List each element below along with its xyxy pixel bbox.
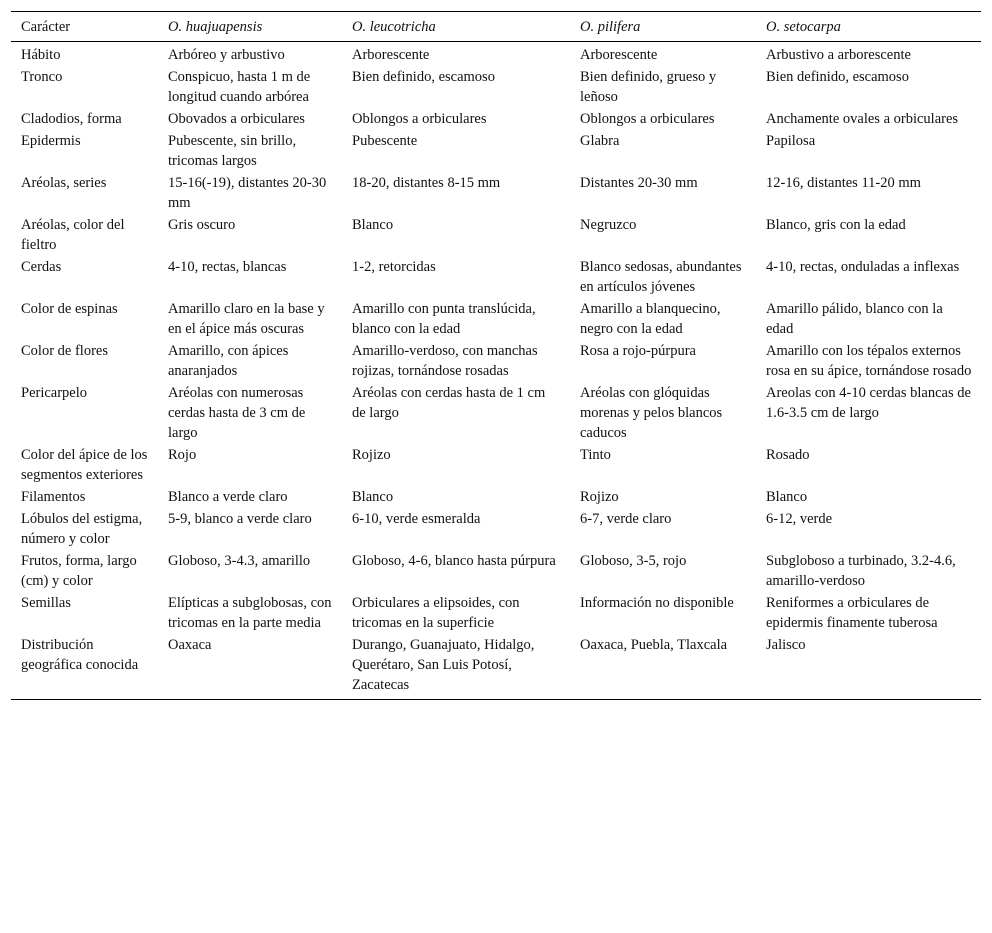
cell-o-setocarpa: Jalisco <box>766 637 806 653</box>
cell-o-huajuapensis: Elípticas a subglobosas, con tricomas en la parte media <box>168 595 332 631</box>
cell-o-huajuapensis: Obovados a orbiculares <box>168 111 305 127</box>
cell-o-setocarpa: Blanco, gris con la edad <box>766 217 906 233</box>
cell-o-pilifera: Arborescente <box>580 47 658 63</box>
table-row <box>11 214 981 256</box>
cell-o-pilifera: Bien definido, grueso y leñoso <box>580 69 717 105</box>
cell-character: Hábito <box>21 47 61 63</box>
cell-o-setocarpa: 4-10, rectas, onduladas a inflexas <box>766 259 960 275</box>
cell-character: Pericarpelo <box>21 385 88 401</box>
table-row <box>11 298 981 340</box>
cell-o-leucotricha: Globoso, 4-6, blanco hasta púrpura <box>352 553 556 569</box>
cell-o-huajuapensis: Amarillo claro en la base y en el ápice más oscuras <box>168 301 325 337</box>
cell-o-pilifera: Aréolas con glóquidas morenas y pelos blancos caducos <box>580 385 723 441</box>
cell-character: Aréolas, series <box>21 175 107 191</box>
cell-o-pilifera: Globoso, 3-5, rojo <box>580 553 687 569</box>
cell-o-leucotricha: Bien definido, escamoso <box>352 69 495 85</box>
cell-o-setocarpa: Anchamente ovales a orbiculares <box>766 111 959 127</box>
cell-character: Distribución geográfica conocida <box>21 637 139 673</box>
cell-character: Lóbulos del estigma, número y color <box>21 511 143 547</box>
cell-o-setocarpa: 6-12, verde <box>766 511 833 527</box>
header-o-pilifera: O. pilifera <box>580 19 641 35</box>
header-o-setocarpa: O. setocarpa <box>766 19 841 35</box>
cell-character: Filamentos <box>21 489 86 505</box>
cell-o-setocarpa: Bien definido, escamoso <box>766 69 909 85</box>
species-comparison-table <box>11 11 981 700</box>
cell-o-huajuapensis: Oaxaca <box>168 637 212 653</box>
cell-o-leucotricha: Amarillo con punta translúcida, blanco con la edad <box>352 301 536 337</box>
cell-o-leucotricha: Orbiculares a elipsoides, con tricomas en la superficie <box>352 595 520 631</box>
cell-o-huajuapensis: Arbóreo y arbustivo <box>168 47 285 63</box>
cell-o-leucotricha: Durango, Guanajuato, Hidalgo, Querétaro, San Luis Potosí, Zacatecas <box>352 637 535 693</box>
table-row <box>11 108 981 130</box>
header-o-huajuapensis: O. huajuapensis <box>168 19 263 35</box>
table-row <box>11 508 981 550</box>
cell-o-pilifera: Glabra <box>580 133 620 149</box>
cell-o-huajuapensis: 4-10, rectas, blancas <box>168 259 287 275</box>
cell-o-huajuapensis: 5-9, blanco a verde claro <box>168 511 312 527</box>
cell-o-huajuapensis: 15-16(-19), distantes 20-30 mm <box>168 175 327 211</box>
cell-character: Frutos, forma, largo (cm) y color <box>21 553 137 589</box>
table-row <box>11 130 981 172</box>
cell-o-leucotricha: Amarillo-verdoso, con manchas rojizas, tornándose rosadas <box>352 343 538 379</box>
cell-o-huajuapensis: Amarillo, con ápices anaranjados <box>168 343 289 379</box>
cell-o-huajuapensis: Pubescente, sin brillo, tricomas largos <box>168 133 297 169</box>
table-row <box>11 66 981 108</box>
cell-o-leucotricha: 18-20, distantes 8-15 mm <box>352 175 501 191</box>
table-row <box>11 382 981 444</box>
cell-character: Semillas <box>21 595 71 611</box>
table-row <box>11 256 981 298</box>
cell-o-pilifera: Rosa a rojo-púrpura <box>580 343 696 359</box>
cell-o-pilifera: Blanco sedosas, abundantes en artículos jóvenes <box>580 259 742 295</box>
table-header <box>11 12 981 42</box>
cell-o-setocarpa: Subgloboso a turbinado, 3.2-4.6, amarillo-verdoso <box>766 553 956 589</box>
cell-o-pilifera: Oaxaca, Puebla, Tlaxcala <box>580 637 728 653</box>
cell-o-huajuapensis: Gris oscuro <box>168 217 236 233</box>
cell-o-pilifera: Amarillo a blanquecino, negro con la edad <box>580 301 721 337</box>
cell-o-leucotricha: 6-10, verde esmeralda <box>352 511 481 527</box>
cell-o-leucotricha: Oblongos a orbiculares <box>352 111 487 127</box>
cell-o-huajuapensis: Conspicuo, hasta 1 m de longitud cuando arbórea <box>168 69 311 105</box>
cell-character: Tronco <box>21 69 63 85</box>
cell-o-huajuapensis: Globoso, 3-4.3, amarillo <box>168 553 311 569</box>
cell-o-pilifera: Distantes 20-30 mm <box>580 175 698 191</box>
cell-o-huajuapensis: Blanco a verde claro <box>168 489 288 505</box>
cell-o-huajuapensis: Aréolas con numerosas cerdas hasta de 3 cm de largo <box>168 385 306 441</box>
cell-o-setocarpa: Papilosa <box>766 133 816 149</box>
cell-o-pilifera: Información no disponible <box>580 595 734 611</box>
cell-o-pilifera: 6-7, verde claro <box>580 511 672 527</box>
cell-o-leucotricha: Blanco <box>352 217 394 233</box>
cell-o-setocarpa: Reniformes a orbiculares de epidermis finamente tuberosa <box>766 595 938 631</box>
comparison-table-container <box>11 11 981 700</box>
cell-o-leucotricha: Rojizo <box>352 447 391 463</box>
table-row <box>11 340 981 382</box>
cell-o-huajuapensis: Rojo <box>168 447 197 463</box>
header-o-leucotricha: O. leucotricha <box>352 19 436 35</box>
header-row <box>11 12 981 42</box>
table-row <box>11 592 981 634</box>
cell-o-pilifera: Rojizo <box>580 489 619 505</box>
cell-o-setocarpa: Rosado <box>766 447 810 463</box>
table-row <box>11 550 981 592</box>
cell-o-setocarpa: Areolas con 4-10 cerdas blancas de 1.6-3.5 cm de largo <box>766 385 971 421</box>
cell-o-leucotricha: Aréolas con cerdas hasta de 1 cm de largo <box>352 385 546 421</box>
cell-character: Cerdas <box>21 259 62 275</box>
cell-o-pilifera: Oblongos a orbiculares <box>580 111 715 127</box>
cell-o-setocarpa: Amarillo con los tépalos externos rosa en su ápice, tornándose rosado <box>766 343 972 379</box>
cell-character: Color de flores <box>21 343 108 359</box>
cell-o-leucotricha: Blanco <box>352 489 394 505</box>
cell-o-leucotricha: Arborescente <box>352 47 430 63</box>
cell-o-pilifera: Tinto <box>580 447 611 463</box>
table-row <box>11 42 981 67</box>
table-row <box>11 444 981 486</box>
cell-character: Aréolas, color del fieltro <box>21 217 125 253</box>
cell-character: Color del ápice de los segmentos exteriores <box>21 447 148 483</box>
cell-o-leucotricha: 1-2, retorcidas <box>352 259 436 275</box>
cell-o-setocarpa: Arbustivo a arborescente <box>766 47 911 63</box>
header-character: Carácter <box>21 19 71 35</box>
table-row <box>11 172 981 214</box>
cell-o-leucotricha: Pubescente <box>352 133 418 149</box>
cell-o-pilifera: Negruzco <box>580 217 637 233</box>
table-row <box>11 486 981 508</box>
cell-character: Cladodios, forma <box>21 111 122 127</box>
cell-o-setocarpa: Blanco <box>766 489 808 505</box>
cell-character: Color de espinas <box>21 301 118 317</box>
table-row <box>11 634 981 700</box>
cell-character: Epidermis <box>21 133 81 149</box>
cell-o-setocarpa: Amarillo pálido, blanco con la edad <box>766 301 943 337</box>
table-body <box>11 42 981 700</box>
cell-o-setocarpa: 12-16, distantes 11-20 mm <box>766 175 921 191</box>
